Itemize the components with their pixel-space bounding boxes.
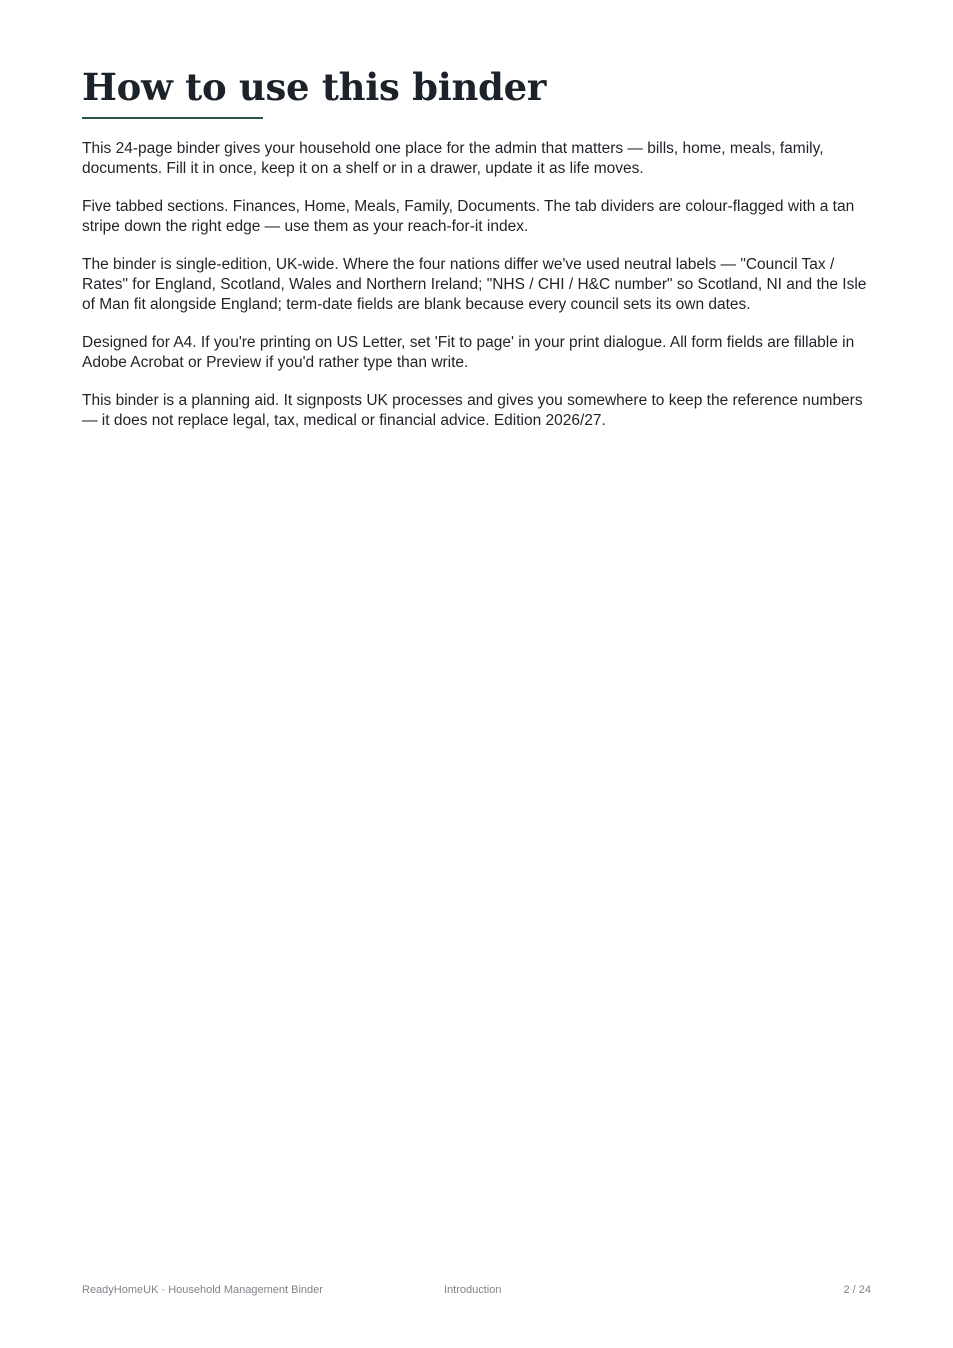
footer-page-number: 2 / 24 bbox=[843, 1284, 871, 1296]
paragraph-disclaimer: This binder is a planning aid. It signposts UK processes and gives you somewhere to keep the reference numbers — it does not replace legal, tax, medical or financial advice. Edition 2026/27. bbox=[82, 392, 863, 429]
footer-publisher: ReadyHomeUK · Household Management Binder bbox=[82, 1284, 323, 1296]
intro-body bbox=[82, 139, 882, 449]
paragraph-sections: Five tabbed sections. Finances, Home, Meals, Family, Documents. The tab dividers are colour-flagged with a tan stripe down the right edge — use them as your reach-for-it index. bbox=[82, 198, 855, 235]
page-title: How to use this binder bbox=[82, 65, 547, 109]
title-underline bbox=[82, 117, 263, 119]
paragraph-overview: This 24-page binder gives your household one place for the admin that matters — bills, home, meals, family, documents. Fill it in once, keep it on a shelf or in a drawer, update it as life moves. bbox=[82, 140, 824, 177]
paragraph-uk-edition: The binder is single-edition, UK-wide. Where the four nations differ we've used neutral labels — "Council Tax / Rates" for England, Scotland, Wales and Northern Ireland; "NHS / CHI / H&C number" so Scotland, NI and the Isle of Man fit alongside England; term-date fields are blank because every council sets its own dates. bbox=[82, 256, 867, 313]
paragraph-printing: Designed for A4. If you're printing on US Letter, set 'Fit to page' in your print dialogue. All form fields are fillable in Adobe Acrobat or Preview if you'd rather type than write. bbox=[82, 334, 855, 371]
footer-section: Introduction bbox=[444, 1284, 502, 1296]
